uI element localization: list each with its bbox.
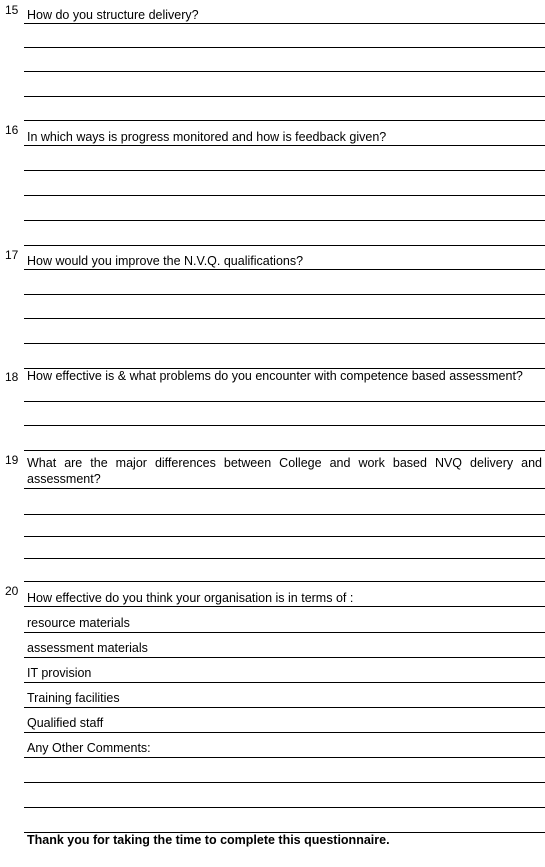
answer-line (24, 401, 545, 402)
answer-line (24, 23, 545, 24)
question-number-18: 18 (5, 370, 19, 384)
answer-line (24, 425, 545, 426)
answer-line (24, 581, 545, 582)
question-number-19: 19 (5, 453, 19, 467)
list-item: Any Other Comments: (27, 741, 151, 755)
answer-line (24, 632, 545, 633)
answer-line (24, 450, 545, 451)
list-item: assessment materials (27, 641, 148, 655)
answer-line (24, 318, 545, 319)
list-item: Qualified staff (27, 716, 104, 730)
answer-line (24, 782, 545, 783)
question-number-15: 15 (5, 3, 19, 17)
question-text-19: What are the major differences between College and work based NVQ delivery and assessment? (27, 456, 542, 486)
answer-line (24, 536, 545, 537)
question-number-16: 16 (5, 123, 19, 137)
closing-message: Thank you for taking the time to complete this questionnaire. (27, 833, 390, 847)
answer-line (24, 682, 545, 683)
answer-line (24, 96, 545, 97)
question-text-16: In which ways is progress monitored and how is feedback given? (27, 130, 387, 144)
question-text-17: How would you improve the N.V.Q. qualifications? (27, 254, 304, 268)
answer-line (24, 488, 545, 489)
answer-line (24, 732, 545, 733)
answer-line (24, 220, 545, 221)
answer-line (24, 707, 545, 708)
list-item: IT provision (27, 666, 92, 680)
answer-line (24, 757, 545, 758)
answer-line (24, 514, 545, 515)
question-text-18: How effective is & what problems do you encounter with competence based assessment? (27, 369, 523, 383)
answer-line (24, 71, 545, 72)
answer-line (24, 245, 545, 246)
answer-line (24, 558, 545, 559)
answer-line (24, 120, 545, 121)
answer-line (24, 269, 545, 270)
list-item: Training facilities (27, 691, 120, 705)
answer-line (24, 807, 545, 808)
question-number-20: 20 (5, 584, 19, 598)
answer-line (24, 170, 545, 171)
answer-line (24, 606, 545, 607)
answer-line (24, 343, 545, 344)
answer-line (24, 657, 545, 658)
list-item: resource materials (27, 616, 130, 630)
answer-line (24, 145, 545, 146)
question-number-17: 17 (5, 248, 19, 262)
question-text-15: How do you structure delivery? (27, 8, 199, 22)
answer-line (24, 294, 545, 295)
answer-line (24, 47, 545, 48)
question-text-20: How effective do you think your organisation is in terms of : (27, 591, 354, 605)
answer-line (24, 195, 545, 196)
